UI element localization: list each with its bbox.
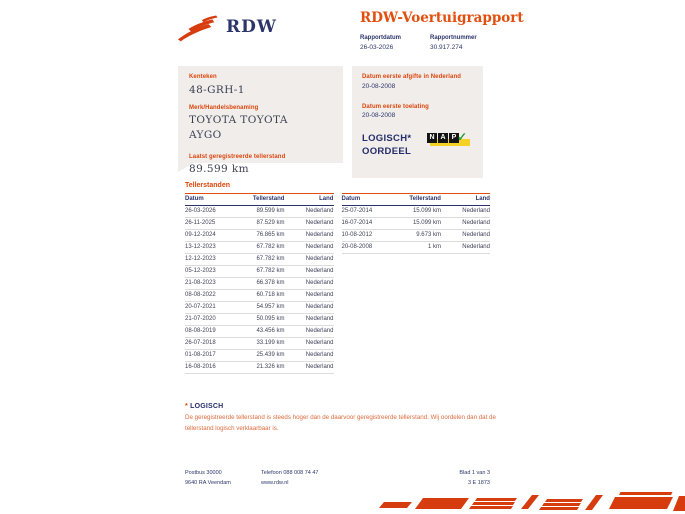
- table-cell-datum: 08-08-2022: [185, 292, 216, 298]
- table-row: [342, 206, 491, 218]
- report-number-label: Rapportnummer: [430, 35, 477, 41]
- table-cell-land: Nederland: [305, 256, 334, 262]
- table-cell-tellerstand: 9.673 km: [416, 232, 441, 238]
- footer-contact: [261, 468, 459, 489]
- afgifte-value: 20-08-2008: [362, 82, 396, 90]
- table-row: [185, 278, 334, 290]
- column-header-land: Land: [475, 196, 490, 202]
- merk-label: Merk/Handelsbenaming: [189, 104, 259, 111]
- table-row: [185, 206, 334, 218]
- table-cell-datum: 12-12-2023: [185, 256, 216, 262]
- table-cell-land: Nederland: [462, 232, 490, 238]
- table-cell-datum: 09-12-2024: [185, 232, 216, 238]
- table-cell-tellerstand: 76.865 km: [256, 232, 285, 238]
- table-cell-land: Nederland: [305, 220, 334, 226]
- table-cell-tellerstand: 50.095 km: [256, 316, 285, 322]
- table-cell-tellerstand: 87.529 km: [256, 220, 285, 226]
- nap-logo: [427, 130, 473, 150]
- merk-value: TOYOTA TOYOTA AYGO: [189, 114, 288, 142]
- footer-page-info: [459, 468, 490, 489]
- odometer-table-right: [342, 193, 491, 254]
- table-row: [185, 302, 334, 314]
- table-cell-land: Nederland: [462, 208, 490, 214]
- table-cell-tellerstand: 33.199 km: [256, 340, 285, 346]
- table-row: [342, 230, 491, 242]
- table-cell-tellerstand: 60.718 km: [256, 292, 285, 298]
- table-cell-datum: 20-07-2021: [185, 304, 216, 310]
- table-cell-datum: 08-08-2019: [185, 328, 216, 334]
- table-row: [185, 338, 334, 350]
- nap-letter-a: A: [438, 133, 448, 143]
- footer-website-link[interactable]: www.rdw.nl: [261, 480, 289, 487]
- table-cell-datum: 26-11-2025: [185, 220, 216, 226]
- table-cell-tellerstand: 21.326 km: [256, 364, 285, 370]
- tellerstanden-section: [185, 182, 490, 374]
- column-header-tellerstand: Tellerstand: [252, 196, 285, 202]
- table-cell-land: Nederland: [462, 244, 490, 250]
- table-cell-tellerstand: 89.599 km: [256, 208, 285, 214]
- table-cell-land: Nederland: [305, 292, 334, 298]
- oordeel-line1: LOGISCH*: [362, 133, 412, 144]
- rdw-logo-text: RDW: [226, 17, 277, 37]
- odometer-table-left: [185, 193, 334, 374]
- table-cell-tellerstand: 1 km: [427, 244, 441, 250]
- table-header: [185, 193, 334, 206]
- table-cell-datum: 16-07-2014: [341, 220, 373, 226]
- table-cell-tellerstand: 43.456 km: [256, 328, 285, 334]
- table-cell-land: Nederland: [305, 316, 334, 322]
- table-row: [185, 362, 334, 374]
- table-cell-datum: 16-08-2016: [185, 364, 216, 370]
- table-cell-land: Nederland: [305, 244, 334, 250]
- laatste-tellerstand-label: Laatst geregistreerde tellerstand: [189, 153, 286, 160]
- table-cell-tellerstand: 67.782 km: [256, 268, 285, 274]
- rdw-speed-lines-graphic: [373, 489, 685, 513]
- footnote-asterisk: *: [185, 403, 188, 410]
- table-cell-land: Nederland: [462, 220, 490, 226]
- footer-page-number: Blad 1 van 3: [459, 470, 490, 476]
- footnote-title-text: LOGISCH: [190, 403, 224, 410]
- table-cell-tellerstand: 67.782 km: [256, 256, 285, 262]
- footer-phone: Telefoon 088 008 74 47: [261, 470, 319, 476]
- table-row: [342, 218, 491, 230]
- table-row: [185, 350, 334, 362]
- kenteken-label: Kenteken: [189, 74, 217, 80]
- table-cell-tellerstand: 15.099 km: [412, 208, 441, 214]
- footnote-title: [185, 403, 520, 410]
- report-meta: [360, 35, 620, 51]
- table-cell-datum: 21-07-2020: [185, 316, 216, 322]
- table-cell-tellerstand: 54.957 km: [256, 304, 285, 310]
- oordeel-row: [362, 132, 473, 159]
- table-row: [342, 242, 491, 254]
- kenteken-value: 48-GRH-1: [189, 83, 245, 96]
- footer-address-line1: Postbus 30000: [185, 470, 222, 476]
- rdw-logo: [177, 12, 277, 42]
- table-cell-land: Nederland: [305, 232, 334, 238]
- table-cell-tellerstand: 15.099 km: [412, 220, 441, 226]
- table-header: [342, 193, 491, 206]
- tellerstanden-title: Tellerstanden: [185, 182, 230, 189]
- table-cell-datum: 25-07-2014: [341, 208, 373, 214]
- report-number-block: [430, 35, 477, 51]
- table-cell-tellerstand: 66.378 km: [256, 280, 285, 286]
- table-cell-datum: 20-08-2008: [341, 244, 373, 250]
- report-date-block: [360, 35, 430, 51]
- oordeel-line2: OORDEEL: [362, 146, 412, 158]
- column-header-tellerstand: Tellerstand: [409, 196, 441, 202]
- table-cell-datum: 21-08-2023: [185, 280, 216, 286]
- table-row: [185, 314, 334, 326]
- nap-letter-p: P: [449, 133, 459, 143]
- vehicle-info-box: [178, 66, 343, 176]
- logisch-footnote: [185, 403, 520, 435]
- afgifte-label: Datum eerste afgifte in Nederland: [362, 74, 461, 80]
- column-header-land: Land: [319, 196, 334, 202]
- table-row: [185, 230, 334, 242]
- column-header-datum: Datum: [341, 196, 361, 202]
- table-cell-datum: 13-12-2023: [185, 244, 216, 250]
- table-cell-datum: 10-08-2012: [341, 232, 373, 238]
- nap-letter-n: N: [427, 133, 437, 143]
- table-cell-datum: 26-03-2026: [185, 208, 216, 214]
- footer-form-code: 3 E 1873: [467, 480, 490, 487]
- table-row: [185, 218, 334, 230]
- table-cell-land: Nederland: [305, 280, 334, 286]
- table-cell-land: Nederland: [305, 340, 334, 346]
- column-header-datum: Datum: [185, 196, 204, 202]
- report-number-value: 30.917.274: [430, 43, 463, 51]
- table-row: [185, 254, 334, 266]
- nap-check-icon: ✓: [457, 130, 468, 144]
- table-row: [185, 326, 334, 338]
- rdw-wing-icon: [177, 12, 219, 42]
- page-title: RDW-Voertuigrapport: [360, 10, 524, 26]
- report-date-value: 26-03-2026: [360, 43, 394, 51]
- footer-address-line2: 9640 RA Veendam: [185, 480, 231, 487]
- registration-dates-box: [352, 66, 483, 178]
- footer-address: [185, 468, 261, 489]
- table-cell-land: Nederland: [305, 352, 334, 358]
- table-cell-land: Nederland: [305, 304, 334, 310]
- logisch-oordeel-text: [362, 132, 411, 159]
- report-title-block: [360, 10, 620, 51]
- laatste-tellerstand-value: 89.599 km: [189, 163, 249, 176]
- table-cell-tellerstand: 67.782 km: [256, 244, 285, 250]
- page-footer: [185, 468, 490, 489]
- report-date-label: Rapportdatum: [360, 35, 401, 41]
- toelating-label: Datum eerste toelating: [362, 103, 429, 110]
- table-cell-tellerstand: 25.439 km: [256, 352, 285, 358]
- table-cell-land: Nederland: [305, 268, 334, 274]
- table-cell-datum: 01-08-2017: [185, 352, 216, 358]
- table-cell-land: Nederland: [305, 364, 334, 370]
- table-cell-datum: 05-12-2023: [185, 268, 216, 274]
- table-row: [185, 290, 334, 302]
- table-row: [185, 266, 334, 278]
- table-cell-datum: 26-07-2018: [185, 340, 216, 346]
- table-row: [185, 242, 334, 254]
- table-cell-land: Nederland: [305, 208, 334, 214]
- toelating-value: 20-08-2008: [362, 112, 396, 119]
- table-cell-land: Nederland: [305, 328, 334, 334]
- footnote-body: De geregistreerde tellerstand is steeds hoger dan de daarvoor geregistreerde tellerstand. Wij oordelen dan dat de tellerstand logisch verklaarbaar is.: [185, 414, 496, 432]
